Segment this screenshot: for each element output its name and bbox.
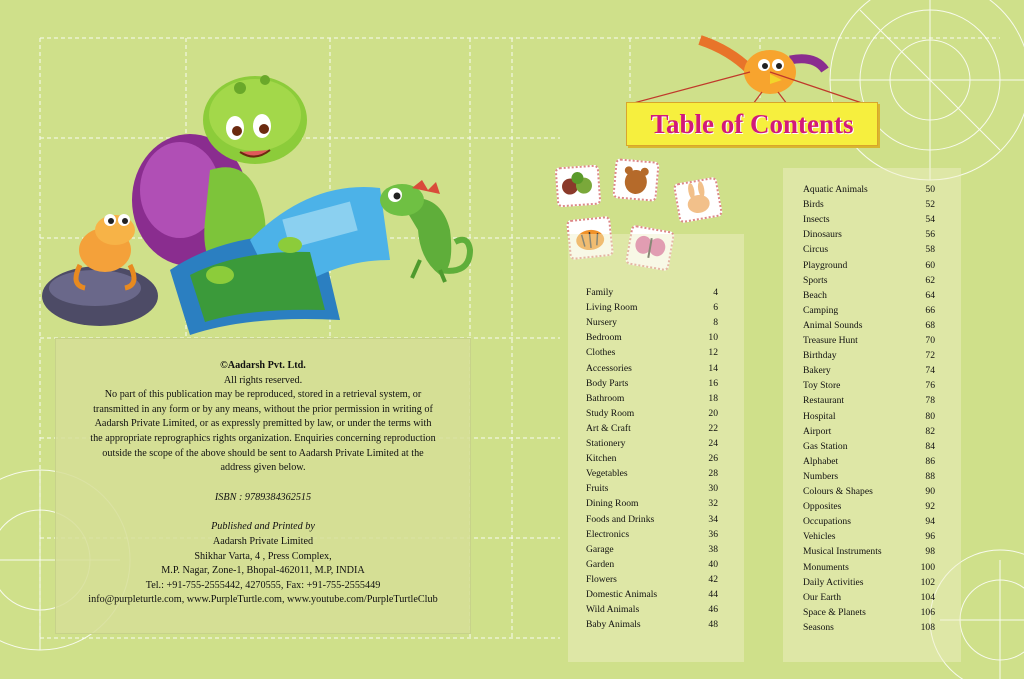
toc-entry-title: Gas Station	[803, 440, 848, 452]
toc-entry-page: 30	[708, 483, 718, 495]
toc-entry[interactable]	[586, 408, 718, 422]
toc-entry[interactable]	[803, 501, 935, 515]
toc-entry-page: 38	[708, 543, 718, 555]
toc-entry-title: Nursery	[586, 317, 617, 329]
toc-entry[interactable]	[803, 486, 935, 500]
toc-entry[interactable]	[803, 395, 935, 409]
toc-entry[interactable]	[586, 347, 718, 361]
toc-entry-page: 18	[708, 392, 718, 404]
toc-entry-title: Musical Instruments	[803, 546, 882, 558]
toc-entry-page: 78	[925, 395, 935, 407]
toc-entry-page: 54	[925, 214, 935, 226]
toc-entry[interactable]	[586, 559, 718, 573]
toc-entry[interactable]	[803, 562, 935, 576]
toc-entry-page: 62	[925, 274, 935, 286]
toc-entry[interactable]	[586, 393, 718, 407]
toc-entry-title: Numbers	[803, 470, 839, 482]
toc-entry-page: 72	[925, 350, 935, 362]
toc-entry[interactable]	[586, 574, 718, 588]
toc-entry-page: 106	[920, 606, 935, 618]
toc-entry-page: 56	[925, 229, 935, 241]
toc-entry-page: 6	[713, 302, 718, 314]
published-by: Published and Printed by	[211, 521, 315, 533]
toc-entry-title: Our Earth	[803, 591, 842, 603]
toc-entry[interactable]	[803, 456, 935, 470]
toc-entry[interactable]	[803, 199, 935, 213]
toc-entry-title: Monuments	[803, 561, 849, 573]
toc-entry-title: Camping	[803, 304, 839, 316]
toc-entry[interactable]	[803, 335, 935, 349]
toc-entry[interactable]	[586, 438, 718, 452]
toc-entry-page: 20	[708, 407, 718, 419]
toc-entry[interactable]	[586, 453, 718, 467]
toc-entry-title: Garage	[586, 543, 614, 555]
toc-entry-page: 68	[925, 319, 935, 331]
toc-entry-title: Insects	[803, 214, 830, 226]
toc-entry-page: 80	[925, 410, 935, 422]
toc-entry[interactable]	[586, 378, 718, 392]
toc-entry-title: Occupations	[803, 516, 851, 528]
publisher-contact-line: Tel.: +91-755-2555442, 4270555, Fax: +91-755-2555449	[145, 579, 381, 591]
toc-entry-page: 12	[708, 347, 718, 359]
toc-entry-page: 84	[925, 440, 935, 452]
toc-entry-page: 94	[925, 516, 935, 528]
toc-entry-page: 42	[708, 573, 718, 585]
toc-entry-page: 10	[708, 332, 718, 344]
toc-entry[interactable]	[803, 426, 935, 440]
toc-entry[interactable]	[803, 516, 935, 530]
toc-entry-title: Airport	[803, 425, 832, 437]
toc-entry-title: Domestic Animals	[586, 589, 658, 600]
toc-entry[interactable]	[586, 589, 718, 603]
toc-entry-title: Family	[586, 287, 614, 298]
toc-entry-title: Foods and Drinks	[586, 513, 655, 525]
toc-entry-title: Birthday	[803, 350, 837, 362]
toc-entry-page: 4	[713, 287, 718, 298]
isbn: ISBN : 9789384362515	[214, 491, 312, 503]
toc-entry-title: Baby Animals	[586, 619, 641, 631]
toc-entry-page: 76	[925, 380, 935, 392]
toc-entry[interactable]	[586, 468, 718, 482]
toc-entry[interactable]	[803, 290, 935, 304]
publisher-address-line: Aadarsh Private Limited	[212, 535, 314, 547]
toc-entry[interactable]	[803, 471, 935, 485]
toc-entry-title: Clothes	[586, 347, 616, 359]
toc-entry-title: Kitchen	[586, 453, 617, 465]
toc-entry-title: Hospital	[803, 410, 836, 422]
toc-entry-title: Opposites	[803, 501, 842, 513]
sign-string	[620, 60, 870, 106]
toc-entry[interactable]	[803, 577, 935, 591]
toc-entry-page: 40	[708, 558, 718, 570]
toc-entry[interactable]	[803, 229, 935, 243]
page-title: Table of Contents	[626, 102, 878, 146]
toc-entry-page: 48	[708, 619, 718, 631]
toc-entry[interactable]	[803, 607, 935, 621]
toc-entry-title: Wild Animals	[586, 604, 640, 616]
toc-entry[interactable]	[586, 302, 718, 316]
toc-entry-page: 24	[708, 438, 718, 449]
publisher-address-line: Shikhar Varta, 4 , Press Complex,	[194, 550, 332, 562]
toc-entry-page: 32	[708, 498, 718, 510]
toc-entry[interactable]	[803, 441, 935, 455]
copyright-body-line: the appropriate reprographics rights organization. Enquiries concerning reproduction	[90, 432, 436, 444]
toc-entry-page: 104	[920, 591, 935, 603]
toc-entry[interactable]	[586, 287, 718, 301]
toc-entry-page: 82	[925, 425, 935, 437]
toc-entry-page: 96	[925, 531, 935, 543]
toc-entry[interactable]	[586, 514, 718, 528]
toc-entry[interactable]	[803, 184, 935, 198]
toc-entry-title: Playground	[803, 259, 848, 271]
bunny-card	[673, 176, 723, 223]
toc-entry-page: 90	[925, 486, 935, 497]
toc-entry-page: 64	[925, 289, 935, 301]
copyright-notice	[55, 338, 471, 634]
toc-entry-page: 44	[708, 589, 718, 600]
copyright-body-line: Aadarsh Private Limited, or as expressly premitted by law, or under the terms with	[94, 418, 432, 430]
toc-entry-title: Vegetables	[586, 468, 628, 480]
toc-entry-title: Restaurant	[803, 395, 845, 407]
toc-entry-page: 86	[925, 455, 935, 467]
toc-entry-page: 22	[708, 422, 718, 434]
toc-entry[interactable]	[803, 592, 935, 606]
toc-entry-title: Stationery	[586, 438, 626, 449]
toc-entry-title: Daily Activities	[803, 576, 864, 588]
copyright-title: ©Aadarsh Pvt. Ltd.	[220, 360, 306, 371]
toc-entry-page: 16	[708, 377, 718, 389]
toc-entry-page: 28	[708, 468, 718, 480]
toc-entry-page: 98	[925, 546, 935, 558]
copyright-body-line: outside the scope of the above should be sent to Aadarsh Private Limited at the	[102, 447, 424, 459]
toc-entry-page: 34	[708, 513, 718, 525]
toc-entry-page: 92	[925, 501, 935, 513]
toc-entry-page: 100	[920, 561, 935, 573]
toc-entry-title: Birds	[803, 199, 824, 211]
toc-entry[interactable]	[803, 244, 935, 258]
bear-card	[612, 158, 659, 202]
toc-entry[interactable]	[803, 305, 935, 319]
toc-entry-title: Bakery	[803, 365, 831, 377]
toc-entry[interactable]	[803, 260, 935, 274]
toc-entry[interactable]	[803, 546, 935, 560]
toc-entry-title: Flowers	[586, 573, 617, 585]
toc-entry-page: 58	[925, 244, 935, 256]
toc-entry[interactable]	[803, 365, 935, 379]
toc-entry-title: Bedroom	[586, 332, 622, 344]
toc-entry-title: Art & Craft	[586, 422, 631, 434]
toc-entry-page: 52	[925, 199, 935, 211]
toc-entry-title: Colours & Shapes	[803, 486, 873, 497]
chameleon	[380, 180, 470, 282]
toc-entry[interactable]	[586, 604, 718, 618]
copyright-body-line: transmitted in any form or by any means, without the prior permission in writing of	[93, 403, 433, 415]
toc-entry-title: Animal Sounds	[803, 319, 863, 331]
toc-entry-title: Alphabet	[803, 455, 839, 467]
toc-entry[interactable]	[586, 619, 718, 633]
toc-entry[interactable]	[586, 317, 718, 331]
toc-entry-page: 88	[925, 470, 935, 482]
toc-entry-page: 26	[708, 453, 718, 465]
toc-entry-title: Study Room	[586, 407, 635, 419]
toc-entry-title: Body Parts	[586, 377, 629, 389]
toc-entry[interactable]	[803, 622, 935, 636]
rights-reserved: All rights reserved.	[223, 374, 303, 386]
toc-entry-page: 8	[713, 317, 718, 329]
toc-entry[interactable]	[803, 411, 935, 425]
toc-entry-page: 36	[708, 528, 718, 540]
toc-entry-page: 102	[920, 576, 935, 588]
toc-entry-title: Toy Store	[803, 380, 841, 392]
vegetables-card	[555, 165, 602, 208]
toc-entry[interactable]	[586, 483, 718, 497]
toc-entry[interactable]	[586, 529, 718, 543]
toc-entry-page: 66	[925, 304, 935, 316]
toc-entry[interactable]	[586, 332, 718, 346]
toc-entry-title: Circus	[803, 244, 829, 256]
copyright-body-line: No part of this publication may be reproduced, stored in a retrieval system, or	[104, 389, 422, 401]
turtle-reading-illustration	[40, 60, 500, 340]
toc-entry[interactable]	[803, 320, 935, 334]
publisher-web-line: info@purpleturtle.com, www.PurpleTurtle.com, www.youtube.com/PurpleTurtleClub	[88, 594, 438, 606]
toc-entry-page: 108	[920, 621, 935, 633]
toc-entry-title: Aquatic Animals	[803, 184, 868, 195]
toc-entry-title: Space & Planets	[803, 606, 866, 618]
toc-entry[interactable]	[586, 544, 718, 558]
toc-entry-title: Treasure Hunt	[803, 335, 858, 346]
toc-entry-title: Dining Room	[586, 498, 639, 510]
copyright-body-line: address given below.	[220, 462, 306, 474]
toc-entry[interactable]	[803, 380, 935, 394]
toc-entry-page: 14	[708, 362, 718, 374]
toc-entry[interactable]	[586, 363, 718, 377]
toc-entry-title: Sports	[803, 274, 828, 286]
toc-entry-page: 50	[925, 184, 935, 195]
toc-entry-title: Living Room	[586, 302, 638, 314]
toc-entry[interactable]	[803, 275, 935, 289]
toc-entry-page: 74	[925, 365, 935, 377]
toc-entry-title: Fruits	[586, 483, 609, 495]
toc-entry-title: Seasons	[803, 621, 834, 633]
toc-entry-title: Bathroom	[586, 392, 625, 404]
toc-entry[interactable]	[803, 531, 935, 545]
toc-entry[interactable]	[803, 214, 935, 228]
toc-entry-title: Accessories	[586, 362, 632, 374]
publisher-address-line: M.P. Nagar, Zone-1, Bhopal-462011, M.P, INDIA	[161, 565, 365, 577]
toc-entry-page: 46	[708, 604, 718, 616]
toc-entry-title: Vehicles	[803, 531, 836, 543]
toc-entry-title: Garden	[586, 558, 615, 570]
toc-entry[interactable]	[586, 498, 718, 512]
toc-entry[interactable]	[803, 350, 935, 364]
toc-entry-page: 60	[925, 259, 935, 271]
toc-entry-title: Beach	[803, 289, 827, 301]
toc-entry-title: Electronics	[586, 528, 630, 540]
toc-entry-page: 70	[925, 335, 935, 346]
toc-entry[interactable]	[586, 423, 718, 437]
toc-entry-title: Dinosaurs	[803, 229, 842, 241]
